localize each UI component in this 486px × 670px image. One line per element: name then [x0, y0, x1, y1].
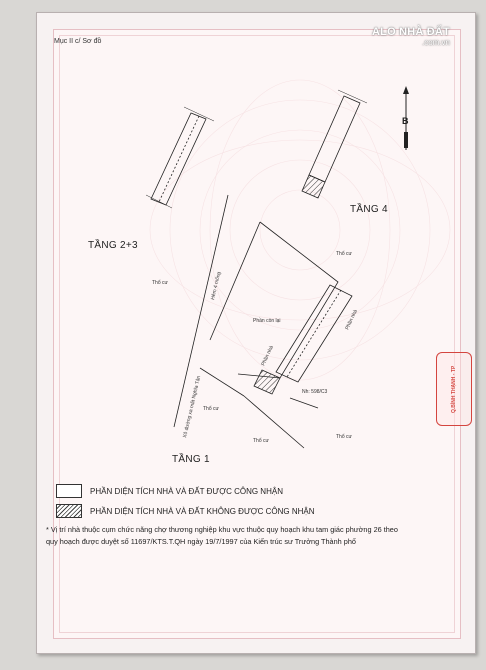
legend-recognized-text: PHẦN DIỆN TÍCH NHÀ VÀ ĐẤT ĐƯỢC CÔNG NHẬN: [90, 486, 283, 496]
label-land-b: Thổ cư: [336, 251, 352, 257]
watermark-site: .com.vn: [421, 38, 450, 47]
planning-note: * Vị trí nhà thuộc cụm chức năng chợ thương nghiệp khu vực thuộc quy hoạch khu tam giác phường 26 theo quy hoạch được duyệt số 11697/KTS.T.QH ngày 19/7/1997 của Kiến trúc sư Trưởng Thành phố: [46, 525, 398, 546]
label-land-d: Thổ cư: [253, 438, 269, 444]
legend-recognized: [56, 484, 283, 498]
floor-4-plan: [302, 90, 367, 198]
legend-box-plain: [56, 484, 82, 498]
label-house-no: Nh: 598/C3: [302, 389, 328, 395]
stamp-text: Q.BÌNH THẠNH - TP: [451, 365, 457, 413]
floor-4-label: TẦNG 4: [350, 204, 388, 215]
label-alley: Hẻm 4 mống: [210, 271, 223, 301]
floor-2-3-plan: [146, 107, 214, 208]
north-letter: B: [402, 116, 409, 126]
legend-not-recognized-text: PHẦN DIỆN TÍCH NHÀ VÀ ĐẤT KHÔNG ĐƯỢC CÔNG NHẬN: [90, 506, 315, 516]
floor-1-label: TẦNG 1: [172, 454, 210, 465]
label-shop-a: Phần nhà: [344, 308, 359, 331]
floor-2-3-label: TẦNG 2+3: [88, 240, 138, 251]
watermark-brand: ALO NHÀ ĐẤT: [372, 26, 450, 38]
legend-box-hatched: [56, 504, 82, 518]
label-street: Xô đường xa mặt Nghĩa Tân: [182, 375, 203, 439]
label-land-a: Thổ cư: [152, 280, 168, 286]
section-title: Mục II c/ Sơ đồ: [54, 38, 102, 45]
label-land-c: Thổ cư: [203, 406, 219, 412]
legend-not-recognized: [56, 504, 315, 518]
label-remaining: Phần còn lại: [253, 318, 281, 324]
official-stamp: [436, 352, 472, 426]
label-land-e: Thổ cư: [336, 434, 352, 440]
label-shop-b: Phần nhà: [260, 344, 275, 367]
